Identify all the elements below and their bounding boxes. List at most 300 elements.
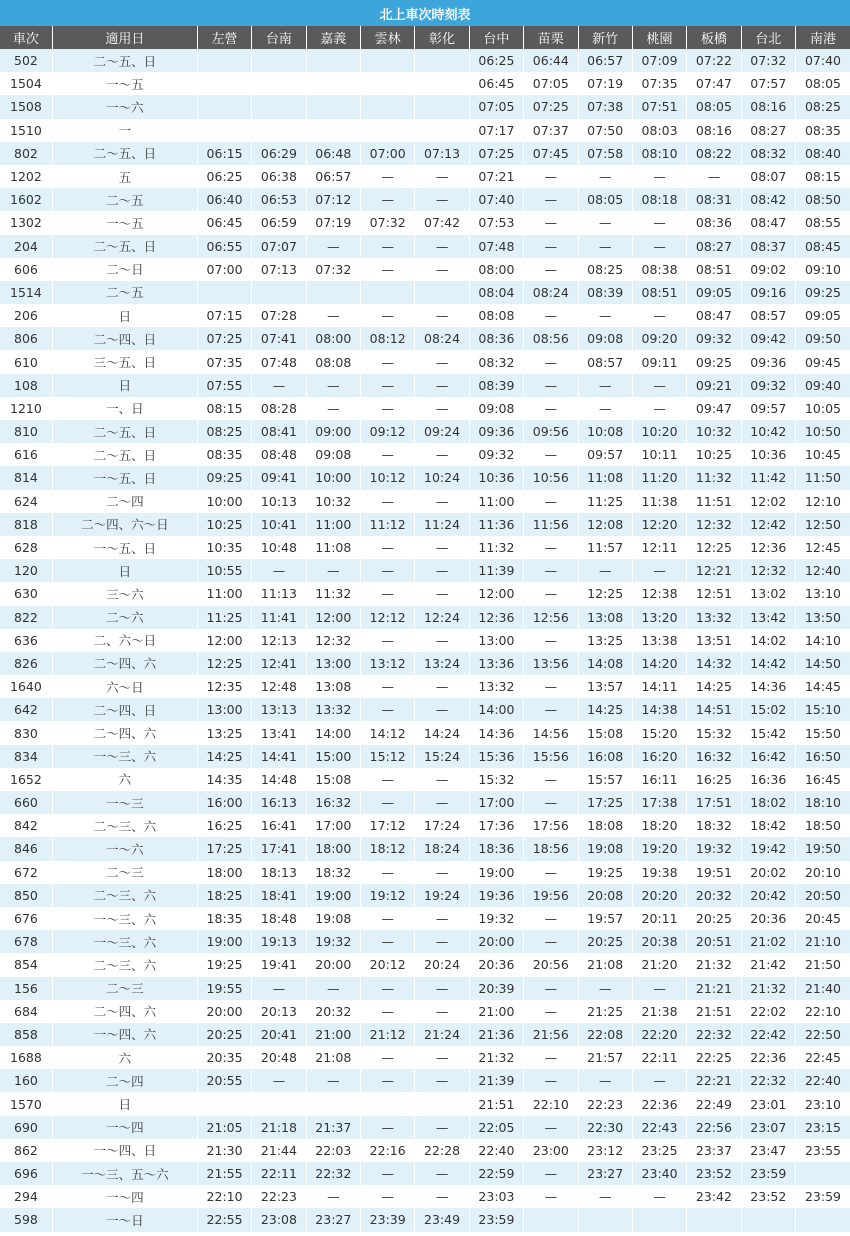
- station-time: 18:02: [741, 791, 795, 814]
- station-time: 14:50: [796, 652, 850, 675]
- station-time: 12:42: [741, 513, 795, 536]
- station-time: —: [524, 1000, 578, 1023]
- table-row: [0, 1069, 850, 1092]
- station-time: —: [415, 1185, 469, 1208]
- station-time: 22:03: [306, 1139, 360, 1162]
- train-number: 624: [0, 490, 52, 513]
- station-time: 10:25: [197, 513, 251, 536]
- station-time: 07:41: [252, 327, 306, 350]
- station-time: 16:50: [796, 745, 850, 768]
- train-number: 108: [0, 374, 52, 397]
- station-time: 21:10: [796, 930, 850, 953]
- station-time: 23:49: [415, 1208, 469, 1231]
- train-number: 294: [0, 1185, 52, 1208]
- station-time: [415, 281, 469, 304]
- station-time: 08:08: [469, 304, 523, 327]
- station-time: 20:11: [632, 907, 686, 930]
- station-time: 08:41: [252, 420, 306, 443]
- operating-days: 二～三、六: [52, 953, 197, 976]
- train-number: 628: [0, 536, 52, 559]
- station-time: 15:42: [741, 721, 795, 744]
- table-row: [0, 258, 850, 281]
- station-time: [687, 1208, 741, 1231]
- table-row: [0, 721, 850, 744]
- station-time: 20:00: [306, 953, 360, 976]
- operating-days: 二～五、日: [52, 420, 197, 443]
- station-time: —: [632, 397, 686, 420]
- station-time: 23:37: [687, 1139, 741, 1162]
- operating-days: 六: [52, 768, 197, 791]
- table-row: [0, 281, 850, 304]
- station-time: 08:16: [741, 95, 795, 118]
- station-time: [796, 1162, 850, 1185]
- station-time: 18:24: [415, 837, 469, 860]
- station-time: 08:24: [524, 281, 578, 304]
- station-time: 23:12: [578, 1139, 632, 1162]
- table-row: [0, 1185, 850, 1208]
- station-time: [306, 281, 360, 304]
- station-time: 07:19: [306, 211, 360, 234]
- station-time: 12:25: [578, 582, 632, 605]
- station-time: 13:36: [469, 652, 523, 675]
- station-time: 19:20: [632, 837, 686, 860]
- operating-days: 一: [52, 119, 197, 142]
- station-time: 06:40: [197, 188, 251, 211]
- station-time: 07:35: [632, 72, 686, 95]
- train-number: 1210: [0, 397, 52, 420]
- station-time: 21:30: [197, 1139, 251, 1162]
- station-time: —: [524, 907, 578, 930]
- station-time: 15:56: [524, 745, 578, 768]
- operating-days: 二～日: [52, 258, 197, 281]
- station-time: 12:25: [197, 652, 251, 675]
- station-time: —: [361, 258, 415, 281]
- train-number: 858: [0, 1023, 52, 1046]
- station-time: 07:58: [578, 142, 632, 165]
- station-time: 19:32: [687, 837, 741, 860]
- station-time: 11:25: [578, 490, 632, 513]
- train-number: 822: [0, 606, 52, 629]
- station-time: 21:21: [687, 977, 741, 1000]
- station-time: 21:57: [578, 1046, 632, 1069]
- station-time: 08:55: [796, 211, 850, 234]
- operating-days: 二～四、六: [52, 652, 197, 675]
- station-time: 18:41: [252, 884, 306, 907]
- station-time: —: [361, 629, 415, 652]
- train-number: 806: [0, 327, 52, 350]
- station-time: 09:24: [415, 420, 469, 443]
- station-time: 17:25: [197, 837, 251, 860]
- train-number: 160: [0, 1069, 52, 1092]
- operating-days: 日: [52, 374, 197, 397]
- station-time: —: [524, 1069, 578, 1092]
- station-time: 20:36: [469, 953, 523, 976]
- operating-days: 二～五、日: [52, 49, 197, 72]
- station-time: 16:13: [252, 791, 306, 814]
- station-time: 21:08: [306, 1046, 360, 1069]
- station-time: 19:41: [252, 953, 306, 976]
- station-time: —: [361, 791, 415, 814]
- station-time: 14:42: [741, 652, 795, 675]
- table-row: [0, 953, 850, 976]
- station-time: —: [361, 188, 415, 211]
- station-time: 11:41: [252, 606, 306, 629]
- column-header: 板橋: [687, 26, 741, 49]
- station-time: 20:56: [524, 953, 578, 976]
- station-time: 14:25: [578, 698, 632, 721]
- station-time: [252, 281, 306, 304]
- station-time: 22:05: [469, 1116, 523, 1139]
- station-time: 20:41: [252, 1023, 306, 1046]
- table-row: [0, 327, 850, 350]
- table-row: [0, 466, 850, 489]
- station-time: 16:41: [252, 814, 306, 837]
- station-time: 20:32: [687, 884, 741, 907]
- operating-days: 二～五、日: [52, 142, 197, 165]
- station-time: —: [578, 977, 632, 1000]
- station-time: 23:42: [687, 1185, 741, 1208]
- operating-days: 二～四、六: [52, 721, 197, 744]
- station-time: 08:05: [687, 95, 741, 118]
- train-number: 1652: [0, 768, 52, 791]
- station-time: 13:20: [632, 606, 686, 629]
- station-time: 21:24: [415, 1023, 469, 1046]
- table-row: [0, 420, 850, 443]
- station-time: —: [578, 165, 632, 188]
- operating-days: 一～五: [52, 72, 197, 95]
- station-time: 12:11: [632, 536, 686, 559]
- station-time: 08:25: [578, 258, 632, 281]
- station-time: 10:56: [524, 466, 578, 489]
- station-time: 16:25: [687, 768, 741, 791]
- station-time: [197, 281, 251, 304]
- station-time: 23:00: [524, 1139, 578, 1162]
- train-number: 616: [0, 443, 52, 466]
- train-number: 156: [0, 977, 52, 1000]
- station-time: 18:13: [252, 861, 306, 884]
- station-time: 20:36: [741, 907, 795, 930]
- station-time: —: [524, 930, 578, 953]
- station-time: —: [524, 258, 578, 281]
- station-time: 19:32: [469, 907, 523, 930]
- station-time: 13:08: [306, 675, 360, 698]
- station-time: 08:48: [252, 443, 306, 466]
- station-time: 12:02: [741, 490, 795, 513]
- station-time: 18:56: [524, 837, 578, 860]
- station-time: 20:02: [741, 861, 795, 884]
- station-time: —: [578, 211, 632, 234]
- station-time: 10:08: [578, 420, 632, 443]
- station-time: —: [415, 629, 469, 652]
- table-row: [0, 1000, 850, 1023]
- table-row: [0, 397, 850, 420]
- station-time: [524, 1208, 578, 1231]
- station-time: [741, 1208, 795, 1231]
- station-time: 20:39: [469, 977, 523, 1000]
- station-time: 07:47: [687, 72, 741, 95]
- operating-days: 二～三、六: [52, 814, 197, 837]
- station-time: 14:51: [687, 698, 741, 721]
- station-time: —: [415, 235, 469, 258]
- station-time: —: [632, 1185, 686, 1208]
- station-time: 18:32: [687, 814, 741, 837]
- station-time: 21:02: [741, 930, 795, 953]
- station-time: 22:11: [632, 1046, 686, 1069]
- station-time: 20:08: [578, 884, 632, 907]
- station-time: [415, 95, 469, 118]
- station-time: 08:04: [469, 281, 523, 304]
- station-time: 19:00: [197, 930, 251, 953]
- operating-days: 三～五、日: [52, 350, 197, 373]
- train-number: 818: [0, 513, 52, 536]
- station-time: —: [306, 559, 360, 582]
- station-time: —: [632, 559, 686, 582]
- operating-days: 二～五、日: [52, 235, 197, 258]
- train-number: 630: [0, 582, 52, 605]
- train-number: 672: [0, 861, 52, 884]
- station-time: 15:32: [469, 768, 523, 791]
- station-time: 20:48: [252, 1046, 306, 1069]
- station-time: —: [415, 397, 469, 420]
- station-time: 08:42: [741, 188, 795, 211]
- station-time: —: [361, 675, 415, 698]
- table-row: [0, 768, 850, 791]
- table-row: [0, 930, 850, 953]
- station-time: 10:12: [361, 466, 415, 489]
- station-time: —: [252, 559, 306, 582]
- station-time: 11:12: [361, 513, 415, 536]
- train-number: 810: [0, 420, 52, 443]
- station-time: 06:25: [469, 49, 523, 72]
- station-time: 22:32: [687, 1023, 741, 1046]
- station-time: 07:22: [687, 49, 741, 72]
- station-time: [197, 1092, 251, 1115]
- station-time: 21:18: [252, 1116, 306, 1139]
- station-time: 23:55: [796, 1139, 850, 1162]
- station-time: 20:12: [361, 953, 415, 976]
- table-row: [0, 119, 850, 142]
- station-time: —: [524, 1116, 578, 1139]
- station-time: 20:35: [197, 1046, 251, 1069]
- station-time: 14:08: [578, 652, 632, 675]
- station-time: —: [361, 165, 415, 188]
- station-time: 08:39: [578, 281, 632, 304]
- table-row: [0, 1139, 850, 1162]
- table-row: [0, 675, 850, 698]
- station-time: —: [252, 1069, 306, 1092]
- station-time: 22:20: [632, 1023, 686, 1046]
- station-time: 09:32: [687, 327, 741, 350]
- station-time: [361, 1092, 415, 1115]
- station-time: 08:37: [741, 235, 795, 258]
- station-time: 07:25: [197, 327, 251, 350]
- train-number: 120: [0, 559, 52, 582]
- station-time: 08:57: [578, 350, 632, 373]
- station-time: 07:13: [415, 142, 469, 165]
- station-time: 10:50: [796, 420, 850, 443]
- station-time: 20:32: [306, 1000, 360, 1023]
- column-header: 台南: [252, 26, 306, 49]
- station-time: 21:12: [361, 1023, 415, 1046]
- station-time: —: [632, 304, 686, 327]
- station-time: 08:10: [632, 142, 686, 165]
- station-time: —: [578, 559, 632, 582]
- station-time: 15:00: [306, 745, 360, 768]
- operating-days: 一～三: [52, 791, 197, 814]
- station-time: 11:36: [469, 513, 523, 536]
- station-time: 07:07: [252, 235, 306, 258]
- train-number: 802: [0, 142, 52, 165]
- train-number: 684: [0, 1000, 52, 1023]
- station-time: —: [361, 582, 415, 605]
- station-time: 06:55: [197, 235, 251, 258]
- station-time: 07:13: [252, 258, 306, 281]
- station-time: 13:00: [306, 652, 360, 675]
- station-time: 15:36: [469, 745, 523, 768]
- column-header: 雲林: [361, 26, 415, 49]
- station-time: —: [687, 165, 741, 188]
- station-time: 09:42: [741, 327, 795, 350]
- station-time: 21:37: [306, 1116, 360, 1139]
- station-time: 10:32: [687, 420, 741, 443]
- operating-days: 二～四: [52, 1069, 197, 1092]
- station-time: 19:24: [415, 884, 469, 907]
- station-time: 22:23: [578, 1092, 632, 1115]
- train-number: 598: [0, 1208, 52, 1231]
- station-time: 20:24: [415, 953, 469, 976]
- station-time: 13:00: [469, 629, 523, 652]
- station-time: 23:59: [741, 1162, 795, 1185]
- station-time: 09:10: [796, 258, 850, 281]
- station-time: —: [632, 211, 686, 234]
- station-time: —: [306, 304, 360, 327]
- station-time: 12:45: [796, 536, 850, 559]
- station-time: 14:24: [415, 721, 469, 744]
- station-time: 06:15: [197, 142, 251, 165]
- station-time: 13:51: [687, 629, 741, 652]
- station-time: 08:38: [632, 258, 686, 281]
- station-time: 23:59: [796, 1185, 850, 1208]
- station-time: [306, 95, 360, 118]
- station-time: [361, 281, 415, 304]
- station-time: [415, 1092, 469, 1115]
- station-time: 21:51: [687, 1000, 741, 1023]
- train-number: 1602: [0, 188, 52, 211]
- station-time: 21:51: [469, 1092, 523, 1115]
- station-time: 19:42: [741, 837, 795, 860]
- station-time: 20:20: [632, 884, 686, 907]
- station-time: 07:51: [632, 95, 686, 118]
- station-time: 10:00: [306, 466, 360, 489]
- station-time: 09:47: [687, 397, 741, 420]
- station-time: 07:19: [578, 72, 632, 95]
- station-time: 19:13: [252, 930, 306, 953]
- table-row: [0, 374, 850, 397]
- operating-days: 二～六: [52, 606, 197, 629]
- station-time: 20:00: [469, 930, 523, 953]
- operating-days: 一～四、日: [52, 1139, 197, 1162]
- station-time: —: [524, 374, 578, 397]
- station-time: 15:08: [306, 768, 360, 791]
- station-time: 11:57: [578, 536, 632, 559]
- table-row: [0, 1046, 850, 1069]
- station-time: 10:41: [252, 513, 306, 536]
- station-time: —: [361, 1162, 415, 1185]
- station-time: 09:32: [741, 374, 795, 397]
- station-time: 19:50: [796, 837, 850, 860]
- station-time: —: [524, 165, 578, 188]
- train-number: 642: [0, 698, 52, 721]
- station-time: 21:32: [741, 977, 795, 1000]
- station-time: 07:32: [306, 258, 360, 281]
- station-time: 20:50: [796, 884, 850, 907]
- station-time: 11:50: [796, 466, 850, 489]
- station-time: —: [524, 350, 578, 373]
- station-time: 10:11: [632, 443, 686, 466]
- table-row: [0, 350, 850, 373]
- operating-days: 一～三、五～六: [52, 1162, 197, 1185]
- station-time: 07:37: [524, 119, 578, 142]
- station-time: —: [524, 559, 578, 582]
- operating-days: 二～三: [52, 861, 197, 884]
- station-time: 09:05: [796, 304, 850, 327]
- station-time: 22:11: [252, 1162, 306, 1185]
- table-row: [0, 745, 850, 768]
- train-number: 862: [0, 1139, 52, 1162]
- train-number: 1688: [0, 1046, 52, 1069]
- station-time: 10:55: [197, 559, 251, 582]
- train-number: 830: [0, 721, 52, 744]
- station-time: —: [361, 698, 415, 721]
- table-row: [0, 861, 850, 884]
- station-time: 12:00: [469, 582, 523, 605]
- station-time: 18:08: [578, 814, 632, 837]
- station-time: 13:32: [469, 675, 523, 698]
- station-time: 12:36: [469, 606, 523, 629]
- station-time: [197, 119, 251, 142]
- station-time: [361, 49, 415, 72]
- station-time: —: [361, 559, 415, 582]
- station-time: 23:27: [306, 1208, 360, 1231]
- table-row: [0, 1092, 850, 1115]
- station-time: —: [361, 1116, 415, 1139]
- station-time: 19:32: [306, 930, 360, 953]
- station-time: —: [578, 397, 632, 420]
- station-time: 13:38: [632, 629, 686, 652]
- station-time: 14:45: [796, 675, 850, 698]
- station-time: [252, 95, 306, 118]
- station-time: 06:25: [197, 165, 251, 188]
- station-time: 09:40: [796, 374, 850, 397]
- operating-days: 日: [52, 304, 197, 327]
- table-row: [0, 513, 850, 536]
- station-time: 11:32: [469, 536, 523, 559]
- station-time: 08:45: [796, 235, 850, 258]
- train-number: 206: [0, 304, 52, 327]
- station-time: 10:25: [687, 443, 741, 466]
- station-time: 22:21: [687, 1069, 741, 1092]
- station-time: 19:55: [197, 977, 251, 1000]
- operating-days: 一～六: [52, 95, 197, 118]
- station-time: 21:05: [197, 1116, 251, 1139]
- station-time: 08:24: [415, 327, 469, 350]
- station-time: 13:41: [252, 721, 306, 744]
- station-time: 07:00: [197, 258, 251, 281]
- station-time: 19:00: [306, 884, 360, 907]
- station-time: —: [252, 977, 306, 1000]
- station-time: 18:00: [306, 837, 360, 860]
- station-time: 09:00: [306, 420, 360, 443]
